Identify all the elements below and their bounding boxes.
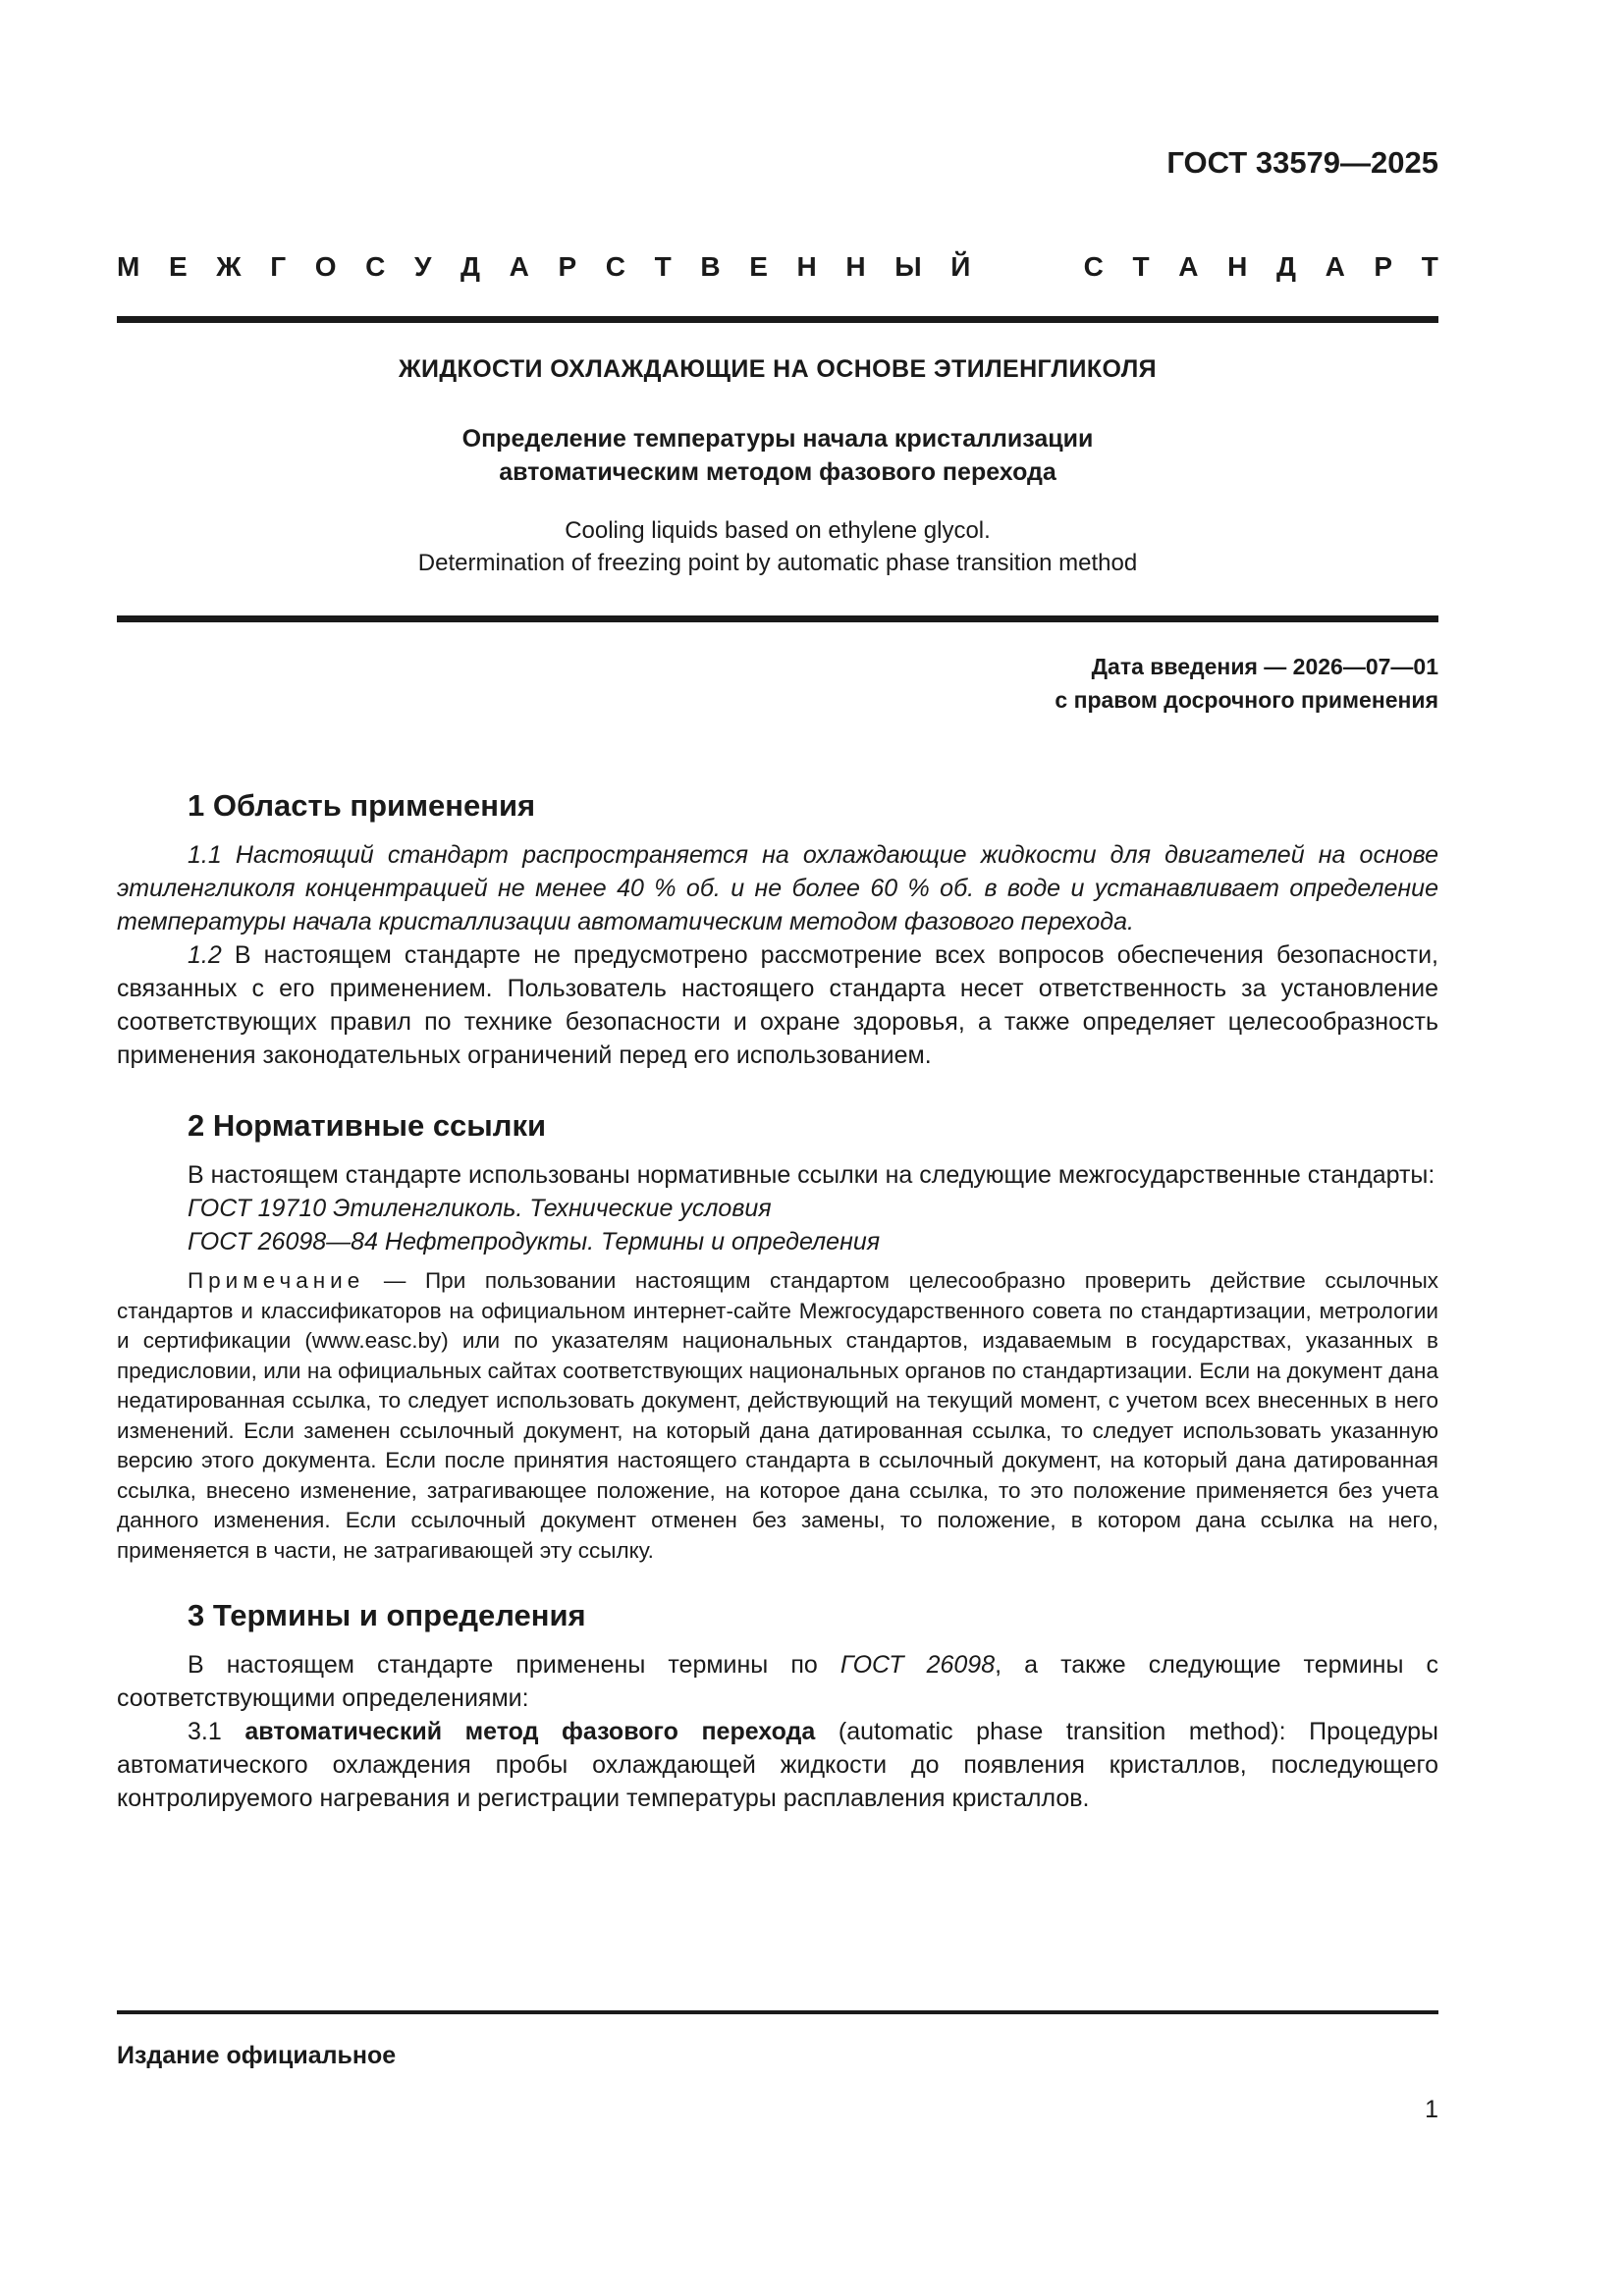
banner-letter: Т (654, 251, 672, 282)
bottom-rule (117, 2010, 1438, 2014)
banner-letter: С (365, 251, 386, 282)
banner-letter: С (1083, 251, 1104, 282)
reference-gost-26098: ГОСТ 26098—84 Нефтепродукты. Термины и определения (188, 1228, 881, 1255)
banner-letter: Д (1275, 251, 1296, 282)
introduction-date: Дата введения — 2026—07—01 (1091, 654, 1438, 679)
banner-letter: М (117, 251, 140, 282)
top-rule (117, 316, 1438, 323)
document-subtitle (117, 422, 1438, 489)
banner-letter: В (700, 251, 721, 282)
banner-letter: Г (270, 251, 287, 282)
english-title (117, 514, 1438, 579)
term-3-1 (117, 1715, 1438, 1815)
banner-letter: Н (1227, 251, 1248, 282)
reference-gost-19710: ГОСТ 19710 Этиленгликоль. Технические условия (188, 1195, 772, 1222)
document-body (117, 789, 1438, 1815)
banner-letter: С (605, 251, 625, 282)
clause-number: 1.2 (188, 941, 222, 969)
terms-intro-text-end: , а также следующие термины с соответствующими определениями: (117, 1651, 1438, 1712)
subtitle-line-1: Определение температуры начала кристаллизации (461, 425, 1094, 453)
clause-number: 1.1 (188, 841, 222, 869)
subtitle-line-2: автоматическим методом фазового перехода (499, 458, 1056, 486)
banner-letter: Д (460, 251, 480, 282)
banner-letter: Е (168, 251, 188, 282)
banner-letter: А (1178, 251, 1199, 282)
term-number: 3.1 (188, 1718, 222, 1745)
terms-intro (117, 1648, 1438, 1715)
section-3-heading: 3 Термины и определения (188, 1598, 586, 1632)
english-title-line-2: Determination of freezing point by automatic phase transition method (417, 550, 1138, 576)
interstate-standard-banner (117, 251, 1438, 283)
banner-letter: Р (558, 251, 577, 282)
term-english: (automatic phase transition method): (838, 1718, 1286, 1745)
terms-intro-text: В настоящем стандарте применены термины по (188, 1651, 818, 1679)
banner-letter: О (314, 251, 337, 282)
banner-letter: Е (749, 251, 768, 282)
page-number: 1 (1425, 2096, 1438, 2123)
banner-letter: А (1325, 251, 1345, 282)
document-title: ЖИДКОСТИ ОХЛАЖДАЮЩИЕ НА ОСНОВЕ ЭТИЛЕНГЛИКОЛЯ (398, 355, 1158, 383)
clause-text: В настоящем стандарте не предусмотрено рассмотрение всех вопросов обеспечения безопасности, связанных с его применением. Пользователь настоящего стандарта несет ответственность за установление соответствующих правил по технике безопасности и охране здоровья, а также определяет целесообразность применения законодательных ограничений перед его использованием. (117, 941, 1438, 1069)
banner-letter: Ы (894, 251, 922, 282)
note-label: Примечание (188, 1268, 365, 1293)
banner-letter: Ж (216, 251, 242, 282)
scope-paragraph-1-2 (117, 938, 1438, 1072)
banner-letter: Р (1374, 251, 1393, 282)
clause-text: Настоящий стандарт распространяется на охлаждающие жидкости для двигателей на основе этиленгликоля концентрацией не менее 40 % об. и не более 60 % об. в воде и устанавливает определение температуры начала кристаллизации автоматическим методом фазового перехода. (117, 841, 1439, 935)
banner-letter: У (413, 251, 432, 282)
introduction-date-block (1055, 650, 1438, 717)
banner-word-gap (1000, 251, 1055, 283)
official-edition-label: Издание официальное (117, 2042, 397, 2069)
term-name: автоматический метод фазового перехода (244, 1718, 816, 1745)
references-intro: В настоящем стандарте использованы нормативные ссылки на следующие межгосударственные стандарты: (188, 1161, 1435, 1189)
early-application-note: с правом досрочного применения (1055, 687, 1438, 713)
banner-letter: Н (845, 251, 866, 282)
section-1-heading: 1 Область применения (188, 788, 536, 823)
banner-letter: А (509, 251, 529, 282)
standard-code: ГОСТ 33579—2025 (1166, 145, 1438, 180)
banner-letter: Й (950, 251, 971, 282)
title-rule (117, 615, 1438, 622)
scope-paragraph-1-1 (117, 838, 1438, 938)
section-2-heading: 2 Нормативные ссылки (188, 1108, 547, 1143)
note-text: — При пользовании настоящим стандартом целесообразно проверить действие ссылочных стандартов и классификаторов на официальном интернет-сайте Межгосударственного совета по стандартизации, метрологии и сертификации (www.easc.by) или по указателям национальных стандартов, издаваемым в государствах, указанных в предисловии, или на официальных сайтах соответствующих национальных органов по стандартизации. Если на документ дана недатированная ссылка, то следует использовать документ, действующий на текущий момент, с учетом всех внесенных в него изменений. Если заменен ссылочный документ, на который дана датированная ссылка, то следует использовать указанную версию этого документа. Если после принятия настоящего стандарта в ссылочный документ, на который дана датированная ссылка, внесено изменение, затрагивающее положение, на которое дана ссылка, то это положение применяется без учета данного изменения. Если ссылочный документ отменен без замены, то положение, в котором дана ссылка на него, применяется в части, не затрагивающей эту ссылку. (117, 1268, 1438, 1563)
banner-letter: Т (1421, 251, 1438, 282)
english-title-line-1: Cooling liquids based on ethylene glycol. (565, 517, 991, 544)
banner-letter: Т (1132, 251, 1150, 282)
term-definition: Процедуры автоматического охлаждения пробы охлаждающей жидкости до появления кристаллов, последующего контролируемого нагревания и регистрации температуры расплавления кристаллов. (117, 1718, 1439, 1812)
banner-letter: Н (796, 251, 817, 282)
references-note (117, 1266, 1438, 1566)
terms-intro-reference: ГОСТ 26098 (839, 1651, 996, 1679)
